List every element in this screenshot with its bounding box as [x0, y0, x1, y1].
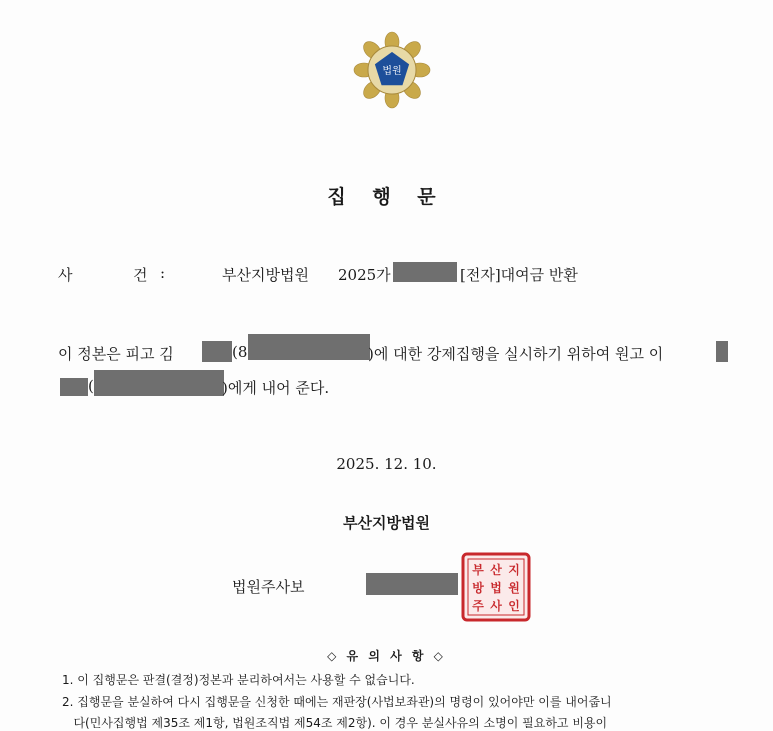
svg-text:방: 방: [472, 581, 484, 595]
document-title: 집 행 문: [327, 186, 446, 208]
redacted-plaintiff-id: [94, 370, 224, 396]
svg-text:지: 지: [508, 563, 520, 577]
redacted-plaintiff-name-end: [60, 378, 88, 396]
redacted-official-name: [366, 573, 458, 595]
case-number-prefix: 2025가: [338, 266, 391, 284]
body-text-enforcement: )에 대한 강제집행을 실시하기 위하여 원고 이: [368, 345, 664, 363]
svg-text:사: 사: [490, 599, 502, 613]
redacted-defendant-name: [202, 341, 232, 362]
issue-date: 2025. 12. 10.: [336, 455, 437, 473]
court-emblem-icon: [352, 30, 432, 110]
svg-text:원: 원: [508, 581, 520, 595]
svg-text:부: 부: [472, 563, 484, 577]
svg-text:법: 법: [490, 581, 502, 595]
case-label-right: 건: [133, 266, 148, 284]
emblem-label: 법원: [382, 66, 402, 77]
case-label-left: 사: [58, 266, 73, 284]
svg-text:인: 인: [508, 599, 520, 613]
svg-text:주: 주: [472, 599, 484, 613]
body-text-defendant: 이 정본은 피고 김: [58, 345, 174, 363]
body-text-issue: )에게 내어 준다.: [222, 379, 330, 397]
notice-title: ◇ 유 의 사 항 ◇: [327, 649, 446, 663]
redacted-case-number: [393, 262, 457, 282]
case-court: 부산지방법원: [222, 266, 309, 284]
redacted-defendant-id: [248, 334, 370, 360]
notice-item: 2. 집행문을 분실하여 다시 집행문을 신청한 때에는 재판장(사법보좌관)의 명령이 있어야만 이를 내어줍니: [62, 695, 612, 709]
issuing-court: 부산지방법원: [343, 514, 430, 532]
case-colon: :: [160, 264, 166, 282]
body-text-id-open: (8: [232, 343, 248, 361]
official-seal-icon: [461, 552, 531, 622]
official-title: 법원주사보: [232, 578, 305, 596]
svg-text:산: 산: [490, 563, 502, 577]
case-name: [전자]대여금 반환: [460, 266, 578, 284]
redacted-plaintiff-name-start: [716, 341, 728, 362]
body-text-plaintiff-open: (: [88, 377, 94, 395]
notice-item: 1. 이 집행문은 판결(결정)정본과 분리하여서는 사용할 수 없습니다.: [62, 673, 415, 687]
notice-item: 다(민사집행법 제35조 제1항, 법원조직법 제54조 제2항). 이 경우 분실사유의 소명이 필요하고 비용이: [62, 716, 608, 730]
